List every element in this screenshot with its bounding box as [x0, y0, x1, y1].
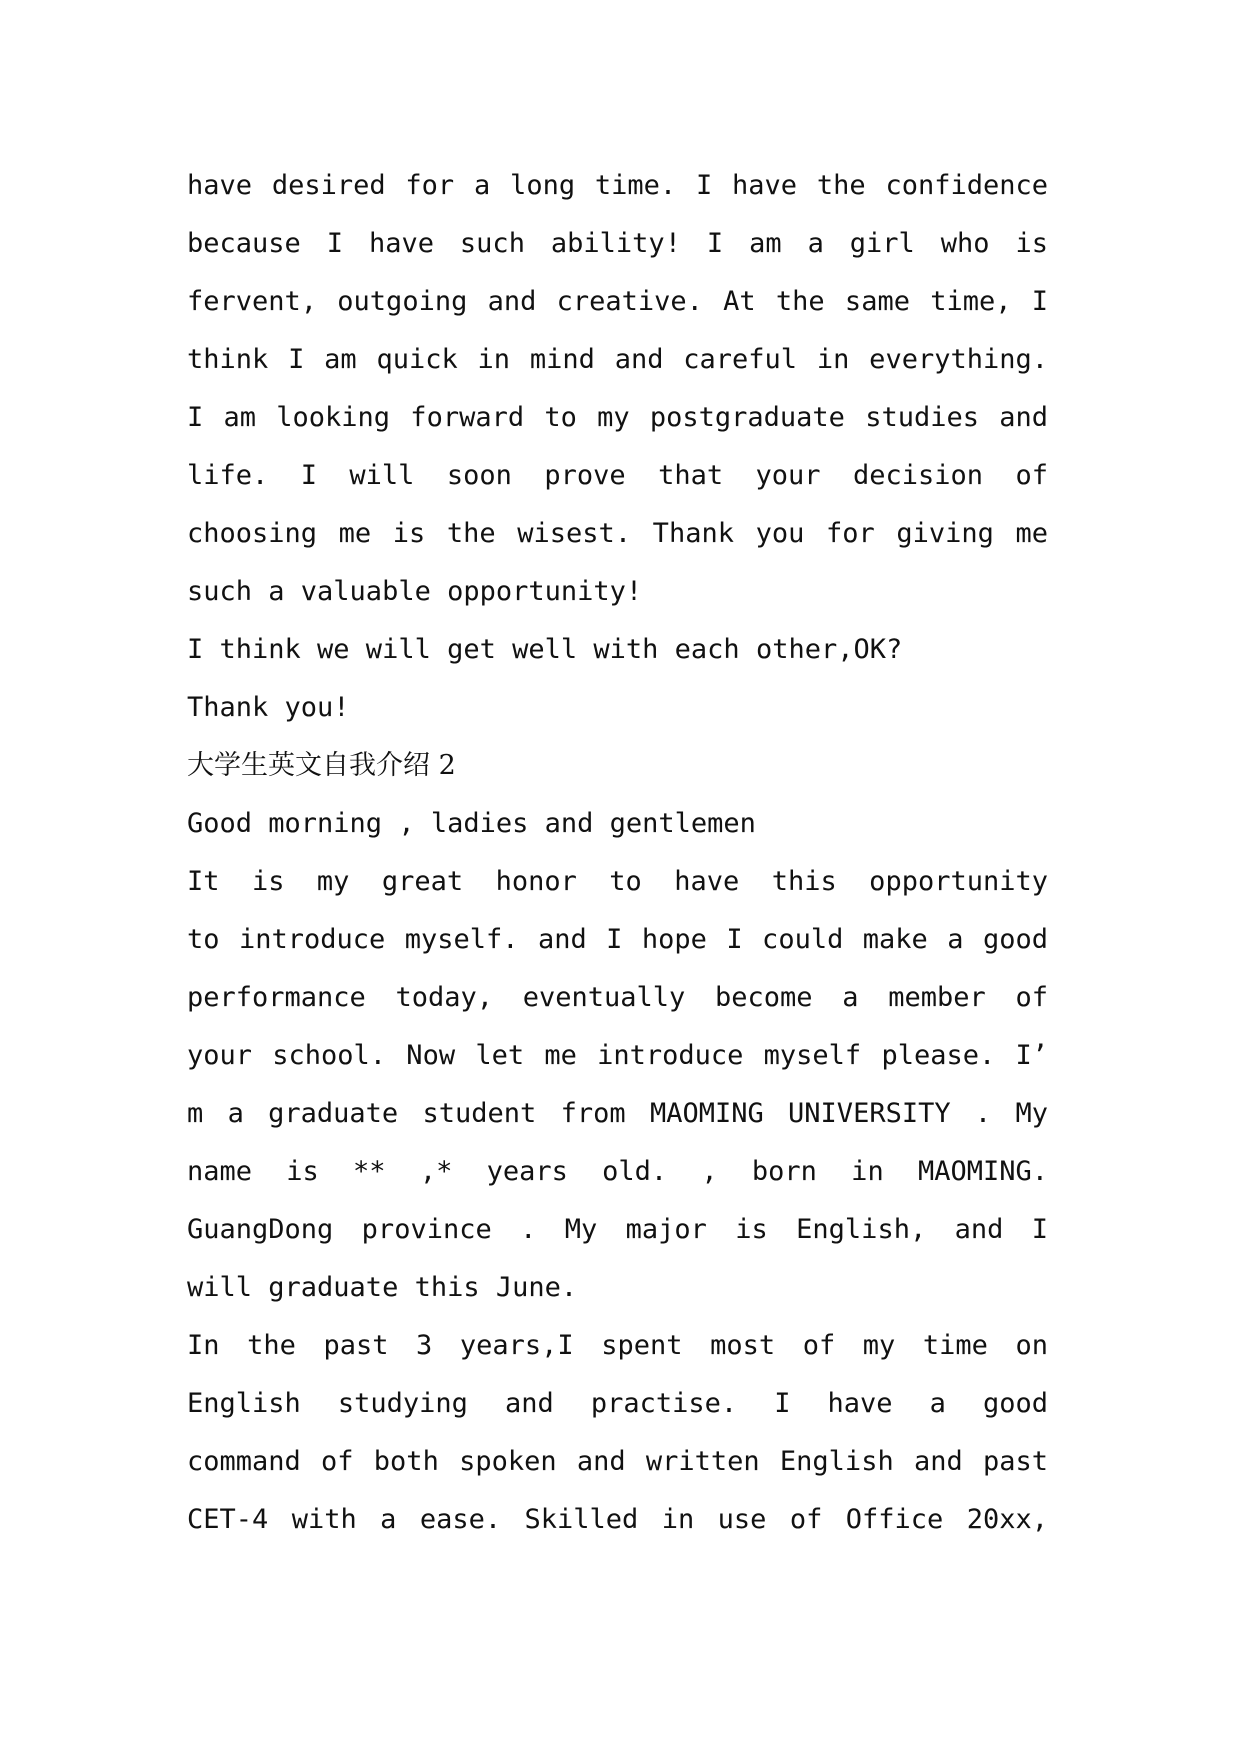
- text-line: such a valuable opportunity!: [187, 576, 643, 607]
- text-line: GuangDong province . My major is English, and I: [187, 1214, 1048, 1245]
- text-line: I think we will get well with each other,OK?: [187, 634, 903, 665]
- text-line: In the past 3 years,I spent most of my time on: [187, 1330, 1048, 1361]
- text-line: CET-4 with a ease. Skilled in use of Office 20xx,: [187, 1504, 1048, 1535]
- text-line: I am looking forward to my postgraduate studies and: [187, 402, 1048, 433]
- text-line: Thank you!: [187, 692, 350, 723]
- text-line: to introduce myself. and I hope I could make a good: [187, 924, 1048, 955]
- text-line: command of both spoken and written English and past: [187, 1446, 1048, 1477]
- text-line: English studying and practise. I have a good: [187, 1388, 1048, 1419]
- text-line: have desired for a long time. I have the confidence: [187, 170, 1048, 201]
- text-line: m a graduate student from MAOMING UNIVERSITY . My: [187, 1098, 1048, 1129]
- text-line: will graduate this June.: [187, 1272, 578, 1303]
- text-line: life. I will soon prove that your decision of: [187, 460, 1048, 491]
- text-line: choosing me is the wisest. Thank you for giving me: [187, 518, 1048, 549]
- text-line: performance today, eventually become a member of: [187, 982, 1048, 1013]
- text-line: your school. Now let me introduce myself please. I’: [187, 1040, 1048, 1071]
- text-line: It is my great honor to have this opportunity: [187, 866, 1048, 897]
- text-line: name is ** ,* years old. , born in MAOMING.: [187, 1156, 1048, 1187]
- section-heading: 大学生英文自我介绍 2: [187, 750, 456, 781]
- text-line: Good morning , ladies and gentlemen: [187, 808, 756, 839]
- text-line: fervent, outgoing and creative. At the same time, I: [187, 286, 1048, 317]
- text-line: because I have such ability! I am a girl who is: [187, 228, 1048, 259]
- text-line: think I am quick in mind and careful in everything.: [187, 344, 1048, 375]
